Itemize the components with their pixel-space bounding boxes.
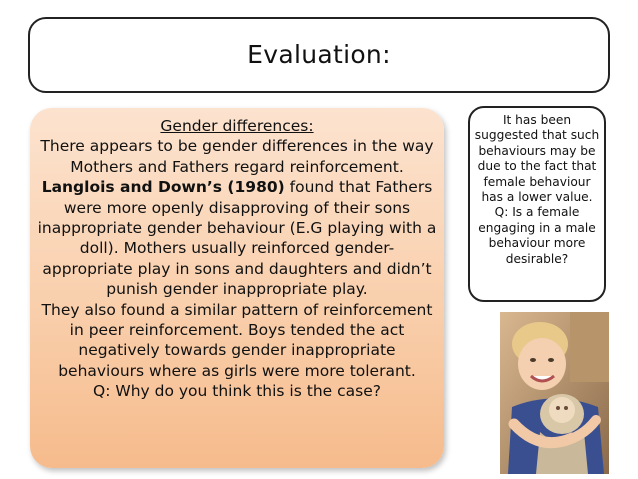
side-note-box: [468, 106, 606, 302]
peer-reinforcement-text: They also found a similar pattern of reinforcement in peer reinforcement. Boys tended the act negatively towards gender inappropriate behaviours where as girls were more tolerant.: [41, 300, 433, 380]
side-note-text: It has been suggested that such behaviours may be due to the fact that female behaviour has a lower value.: [474, 113, 600, 205]
gender-differences-box: [30, 108, 444, 468]
side-note-question: Q: Is a female engaging in a male behaviour more desirable?: [478, 205, 596, 266]
discussion-question: Q: Why do you think this is the case?: [93, 382, 381, 401]
title-box: [28, 17, 610, 93]
section-heading: Gender differences:: [160, 117, 314, 135]
intro-text: There appears to be gender differences in the way Mothers and Fathers regard reinforcement.: [40, 137, 434, 176]
slide-title: Evaluation:: [247, 40, 391, 69]
citation: Langlois and Down’s (1980): [41, 178, 285, 197]
findings-text: found that Fathers were more openly disapproving of their sons inappropriate gender behaviour (E.G playing with a doll). Mothers usually reinforced gender-appropriate play in sons and daughters and didn’t punish gender inappropriate play.: [37, 178, 437, 299]
boy-with-doll-photo: [500, 312, 609, 474]
